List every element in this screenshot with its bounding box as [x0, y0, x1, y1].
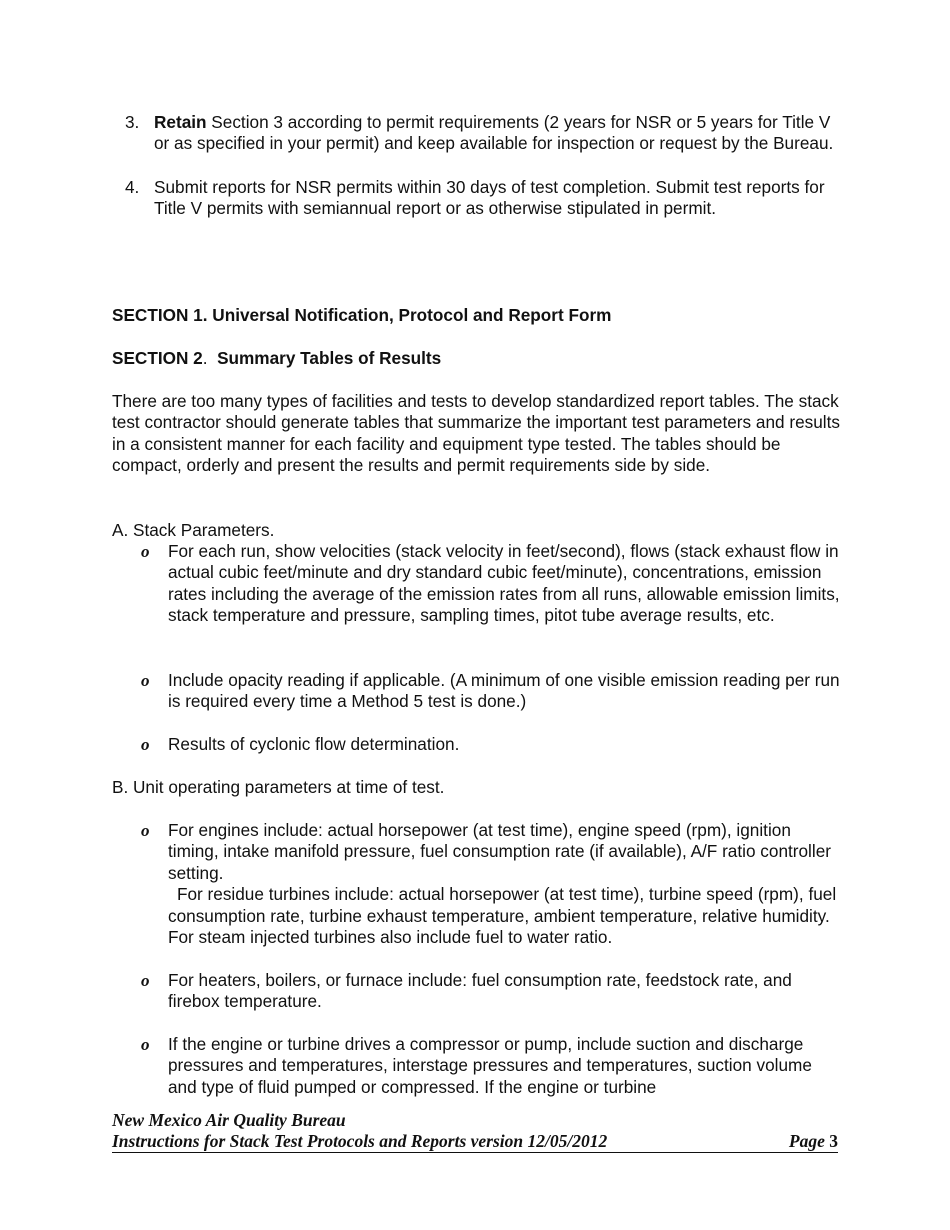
section-2-prefix: SECTION 2 — [112, 348, 203, 368]
list-item — [112, 112, 842, 155]
list-number: 3. — [125, 112, 140, 132]
part-b-heading: B. Unit operating parameters at time of test. — [112, 777, 445, 797]
page-footer — [112, 1110, 838, 1153]
bullet-item — [112, 970, 842, 1013]
bullet-icon: o — [141, 1035, 150, 1054]
bullet-text: For each run, show velocities (stack velocity in feet/second), flows (stack exhaust flow in actual cubic feet/minute and dry standard cubic feet/minute), concentrations, emission rates including the average of the emission rates from all runs, allowable emission limits, stack temperature and pressure, sampling times, pitot tube average results, etc. — [168, 541, 840, 626]
section-2-title: Summary Tables of Results — [207, 348, 442, 368]
bullet-item — [112, 820, 842, 948]
section-1-heading: SECTION 1. Universal Notification, Protocol and Report Form — [112, 305, 612, 325]
footer-page-label: Page — [788, 1131, 830, 1151]
bullet-icon: o — [141, 542, 150, 561]
bullet-text: If the engine or turbine drives a compressor or pump, include suction and discharge pressures and temperatures, interstage pressures and temperatures, suction volume and type of fluid pumped or compressed. If the engine or turbine — [168, 1034, 812, 1097]
footer-org: New Mexico Air Quality Bureau — [112, 1110, 346, 1130]
list-number: 4. — [125, 176, 140, 197]
list-item-text: Section 3 according to permit requirements (2 years for NSR or 5 years for Title V or as specified in your permit) and keep available for inspection or request by the Bureau. — [154, 112, 834, 154]
footer-doc-title: Instructions for Stack Test Protocols and Reports version 12/05/2012 — [112, 1131, 608, 1151]
bullet-icon: o — [141, 971, 150, 990]
bullet-item — [112, 541, 842, 627]
section-2-heading — [112, 348, 842, 369]
bullet-icon: o — [141, 671, 150, 690]
intro-paragraph: There are too many types of facilities and tests to develop standardized report tables. The stack test contractor should generate tables that summarize the important test parameters and results in a consistent manner for each facility and equipment type tested. The tables should be compact, orderly and present the results and permit requirements side by side. — [112, 391, 840, 476]
bullet-item — [112, 734, 842, 755]
footer-page-number: 3 — [829, 1131, 838, 1151]
section-2-dot: . — [202, 348, 208, 368]
footer-page — [789, 1131, 838, 1152]
list-item-text: Submit reports for NSR permits within 30 days of test completion. Submit test reports for Title V permits with semiannual report or as otherwise stipulated in permit. — [154, 176, 825, 219]
part-a-heading: A. Stack Parameters. — [112, 520, 275, 540]
bullet-text: For engines include: actual horsepower (at test time), engine speed (rpm), ignition timing, intake manifold pressure, fuel consumption rate (if available), A/F ratio controller setting. — [168, 820, 831, 883]
bullet-text: Include opacity reading if applicable. (A minimum of one visible emission reading per run is required every time a Method 5 test is done.) — [168, 670, 840, 712]
bullet-continuation: For residue turbines include: actual horsepower (at test time), turbine speed (rpm), fuel consumption rate, turbine exhaust temperature, ambient temperature, relative humidity. For steam injected turbines also include fuel to water ratio. — [168, 884, 837, 948]
bullet-icon: o — [141, 735, 150, 754]
bullet-text: For heaters, boilers, or furnace include: fuel consumption rate, feedstock rate, and firebox temperature. — [168, 970, 792, 1012]
bullet-item — [112, 1034, 842, 1098]
list-item-bold-lead: Retain — [154, 112, 207, 132]
list-item — [112, 177, 842, 220]
bullet-text: Results of cyclonic flow determination. — [168, 734, 460, 754]
bullet-item — [112, 670, 842, 713]
footer-doc-line — [112, 1131, 838, 1153]
numbered-list — [112, 112, 842, 220]
bullet-icon: o — [141, 821, 150, 840]
